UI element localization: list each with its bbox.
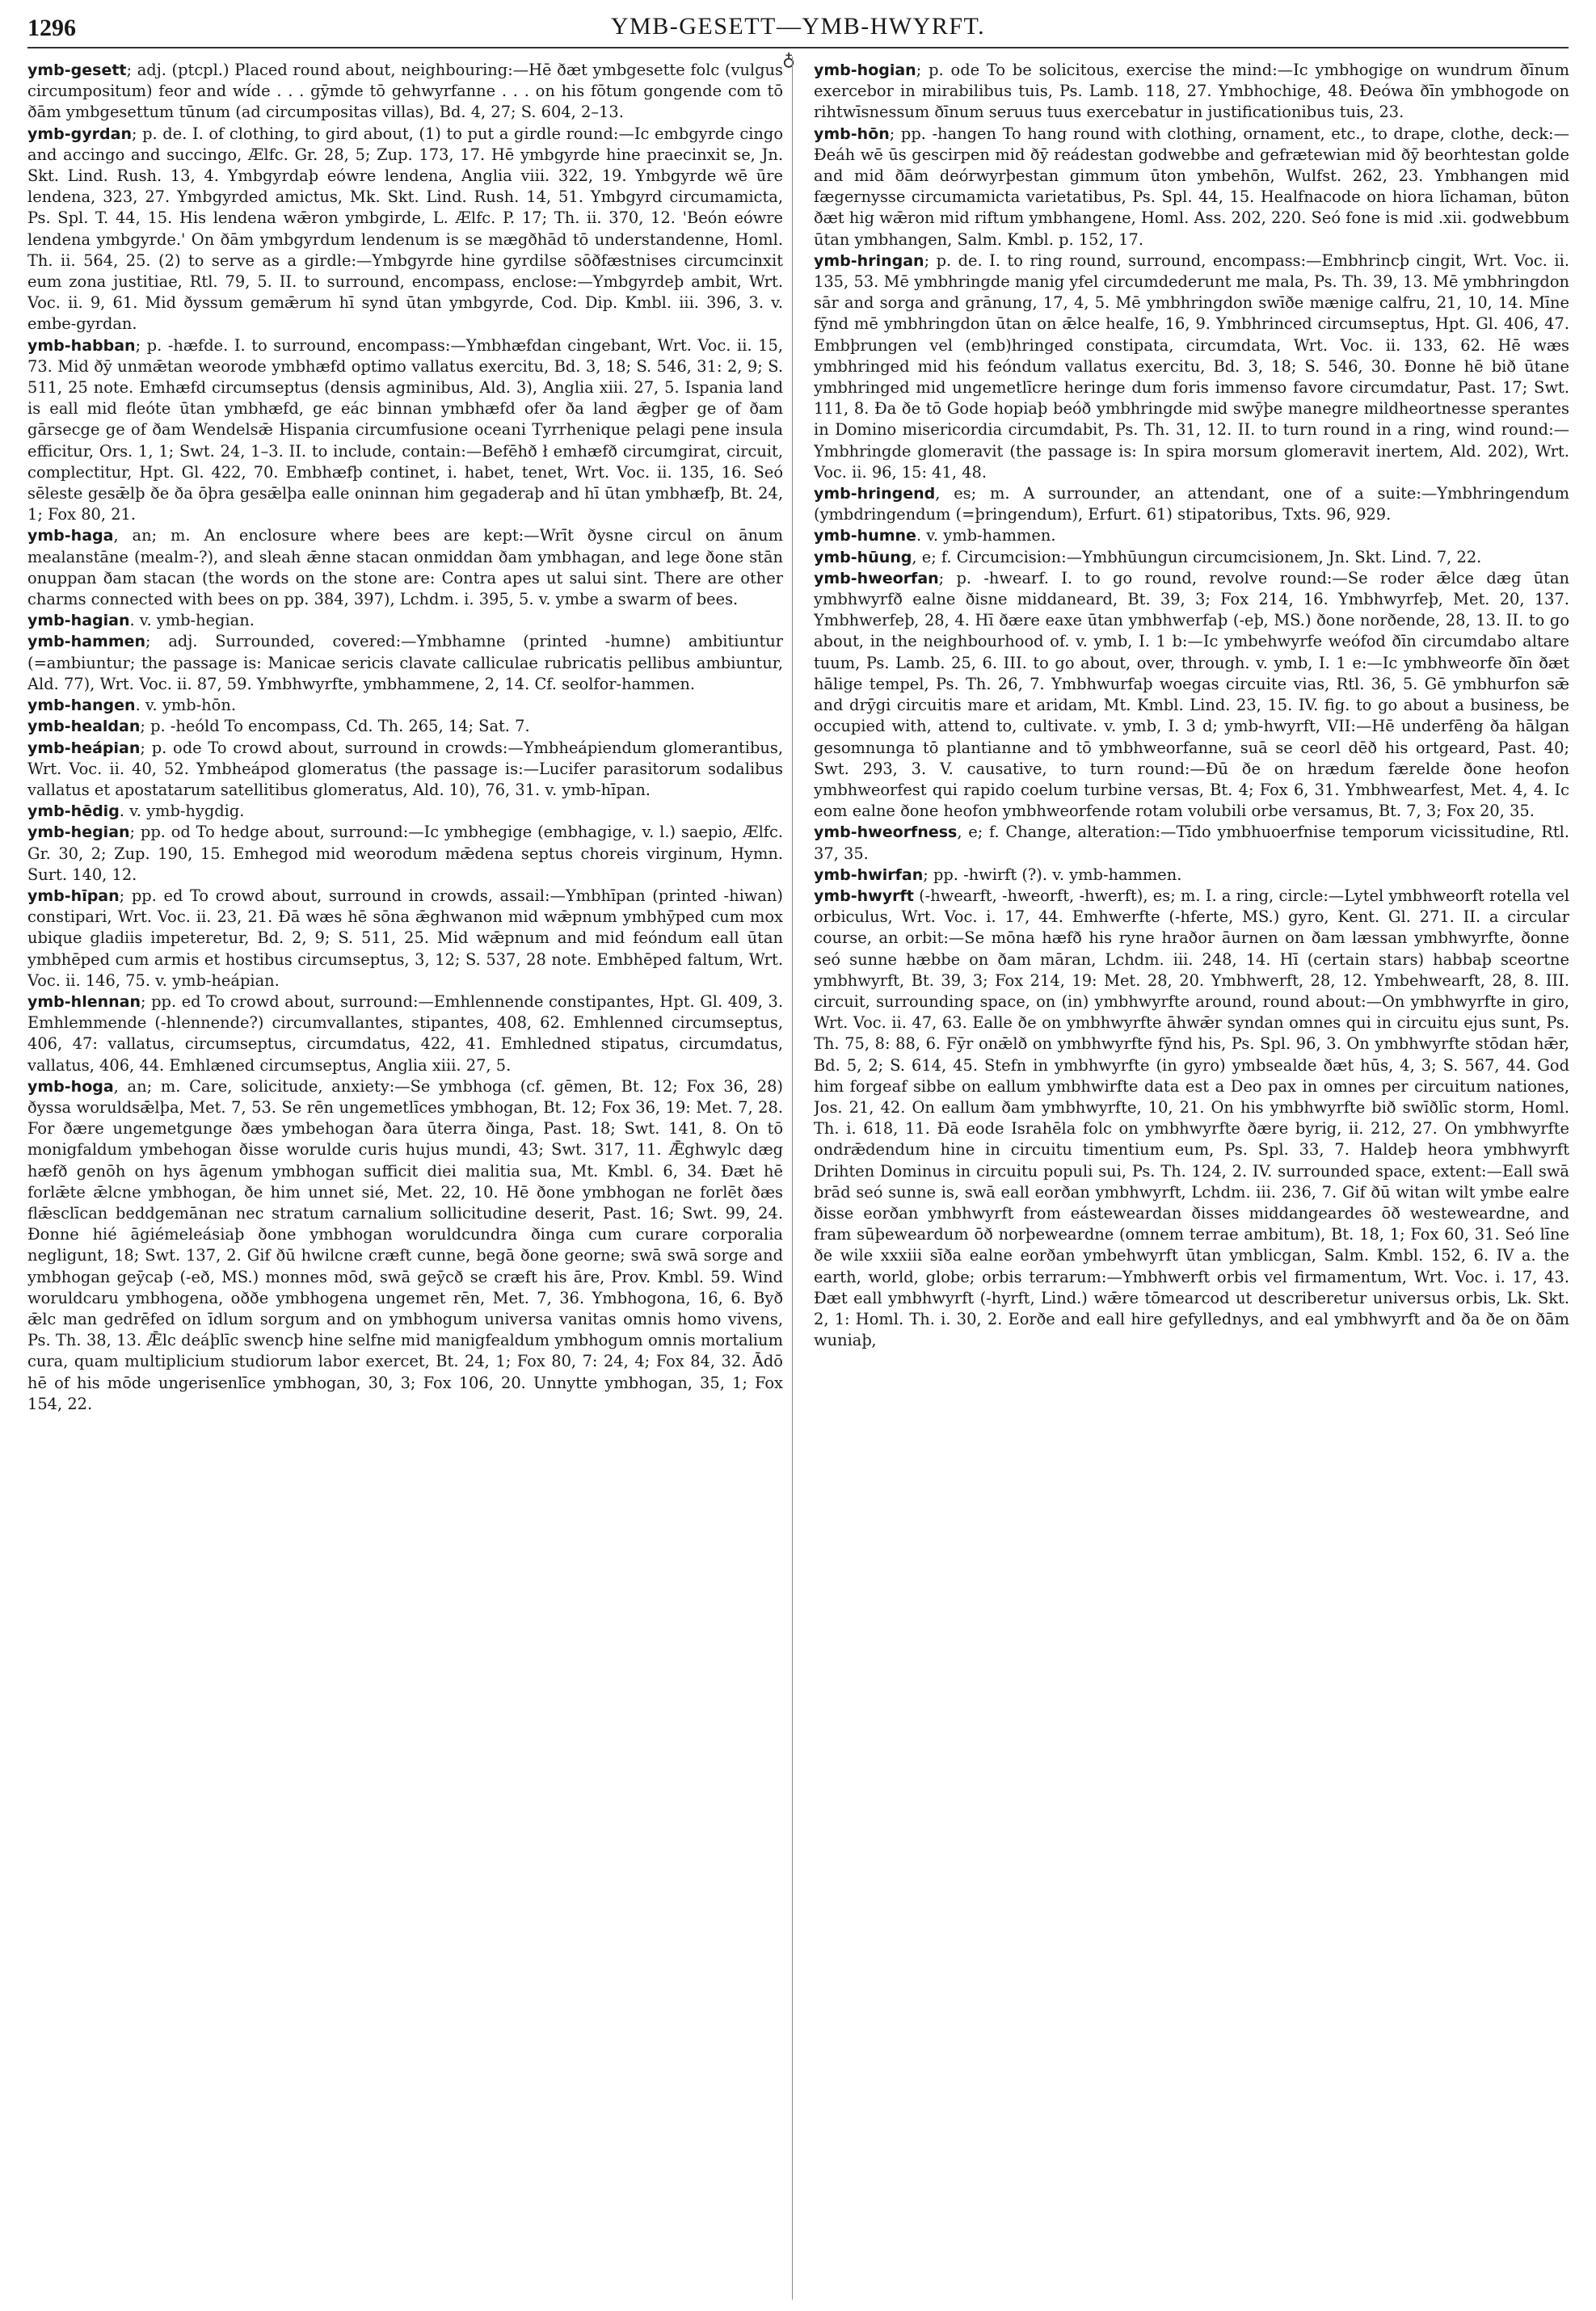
entry-text: . v. ymb-hōn.: [135, 696, 236, 715]
entry-headword: ymb-hēdig: [27, 802, 120, 821]
dictionary-entry: [27, 124, 783, 335]
dictionary-entry: [27, 801, 783, 822]
dictionary-entry: [27, 1076, 783, 1415]
entry-headword: ymb-hūung: [814, 548, 912, 566]
entry-headword: ymb-hwyrft: [814, 886, 914, 905]
dictionary-entry: [27, 610, 783, 631]
entry-headword: ymb-humne: [814, 527, 916, 545]
entry-headword: ymb-hangen: [27, 697, 136, 715]
entry-text: ; p. de. I. of clothing, to gird about, (1) to put a girdle round:—Ic embgyrde cingo and accingo and succingo, Ælfc. Gr. 28, 5; Zup. 173, 17. Hē ymbgyrde hine praecinxit se, Jn. Skt. Lind. Rush. 13, 4. Ymbgyrdaþ eówre lendena, Anglia viii. 322, 19. Ymbgyrde wē ūre lendena, 323, 27. Ymbgyrded amictus, Mk. Skt. Lind. Rush. 14, 51. Ymbgyrd circumamicta, Ps. Spl. T. 44, 15. His lendena wǣron ymbgirde, L. Ælfc. P. 17; Th. ii. 370, 12. 'Beón eówre lendena ymbgyrde.' On ðām ymbgyrdum lendenum is se mægðhād tō understandenne, Homl. Th. ii. 564, 25. (2) to serve as a girdle:—Ymbgyrde hine gyrdilse sōðfæstnises circumcinxit eum zona justitiae, Rtl. 79, 5. II. to surround, encompass, enclose:—Ymbgyrdeþ ambit, Wrt. Voc. ii. 9, 61. Mid ðyssum gemǣrum hī synd ūtan ymbgyrde, Cod. Dip. Kmbl. iii. 396, 3. v. embe-gyrdan.: [27, 124, 783, 334]
dictionary-entry: [814, 568, 1569, 822]
entry-text: ; p. de. I. to ring round, surround, encompass:—Embhrincþ cingit, Wrt. Voc. ii. 135, 53. Mē ymbhringde manig yfel circumdederunt me mala, Ps. Th. 39, 13. Mē ymbhringdon sār and sorga and grānung, 17, 4, 5. Mē ymbhringdon swīðe mænige calfru, 21, 10, 14. Mīne fȳnd mē ymbhringdon ūtan on ǣlce healfe, 16, 9. Ymbhrinced circumseptus, Hpt. Gl. 406, 47. Embþrungen vel (emb)hringed constipata, circumdata, Wrt. Voc. ii. 133, 62. Hē wæs ymbhringed mid his feóndum vallatus exercitu, Bd. 3, 18; S. 546, 30. Ðonne hē bið ūtane ymbhringed mid ungemetlīcre heringe dum foris immenso favore circumdatur, Past. 17; Swt. 111, 8. Ða ðe tō Gode hopiaþ beóð ymbhringde mid swȳþe manegre mildheortnesse sperantes in Domino misericordia circumdabit, Ps. Th. 31, 12. II. to turn round in a ring, wind round:—Ymbhringde glomeravit (the passage is: In spira morsum glomeravit inertem, Ald. 202), Wrt. Voc. ii. 96, 15: 41, 48.: [814, 250, 1569, 482]
dictionary-entry: [814, 886, 1569, 1351]
entry-text: , e; f. Change, alteration:—Tīdo ymbhuoerfnise temporum vicissitudine, Rtl. 37, 35.: [814, 823, 1569, 863]
entry-text: , e; f. Circumcision:—Ymbhūungun circumcisionem, Jn. Skt. Lind. 7, 22.: [912, 547, 1482, 566]
entry-text: ; p. -heóld To encompass, Cd. Th. 265, 14; Sat. 7.: [140, 717, 530, 736]
entry-text: ; pp. od To hedge about, surround:—Ic ymbhegige (embhagige, v. l.) saepio, Ælfc. Gr. 30, 2; Zup. 190, 15. Emhegod mid weorodum mǣdena septus choreis virginum, Hymn. Surt. 140, 12.: [27, 823, 783, 884]
entry-text: (-hwearft, -hweorft, -hwerft), es; m. I. a ring, circle:—Lytel ymbhweorft rotella vel orbiculus, Wrt. Voc. i. 17, 44. Emhwerfte (-hferte, MS.) gyro, Kent. Gl. 271. II. a circular course, an orbit:—Se mōna hæfð his ryne hraðor āurnen on ðam læssan ymbhwyrfte, ðonne seó sunne hæbbe on ðam māran, Lchdm. iii. 248, 14. Hī (certain stars) habbaþ sceortne ymbhwyrft, Bt. 39, 3; Fox 214, 19: Met. 28, 20. Ymbhwerft, 28, 12. Ymbehwearft, 28, 8. III. circuit, surrounding space, on (in) ymbhwyrfte around, round about:—On ymbhwyrfte in giro, Wrt. Voc. ii. 47, 63. Ealle ðe on ymbhwyrfte āhwǣr syndan omnes qui in circuitu ejus sunt, Ps. Th. 75, 8: 88, 6. Fȳr onǣlð on ymbhwyrfte fȳnd his, Ps. Spl. 96, 3. On ymbhwyrfte stōdan hǣr, Bd. 5, 2; S. 614, 45. Stefn in ymbhwyrfte (in gyro) ymbsealde ðæt hūs, 4, 3; S. 567, 44. God him forgeaf sibbe on eallum ymbhwirfte data est a Deo pax in omnes per circuitum nationes, Jos. 21, 42. On eallum ðam ymbhwyrfte, 10, 21. On his ymbhwyrfte bið swīðlīc storm, Homl. Th. i. 618, 11. Ðā eode Israhēla folc on ymbhwyrfte ðære byrig, ii. 212, 27. On ymbhwyrfte ondrǣdendum hine in circuitu timentium eum, Ps. Spl. 33, 7. Haldeþ heora ymbhwyrft Drihten Dominus in circuitu populi sui, Ps. Th. 124, 2. IV. surrounded space, extent:—Eall swā brād seó sunne is, swā eall eorðan ymbhwyrft, Lchdm. iii. 236, 7. Gif ðū witan wilt ymbe ealre ðisse eorðan ymbhwyrft from eásteweardan ðisses middangeardes ōð westeweardne, and fram sūþeweardum ōð norþeweardne (omnem terrae ambitum), Bt. 18, 1; Fox 60, 31. Seó līne ðe wile xxxiii sīða ealne eorðan ymbehwyrft ūtan ymblicgan, Salm. Kmbl. 152, 6. IV a. the earth, world, globe; orbis terrarum:—Ymbhwerft orbis vel firmamentum, Wrt. Voc. i. 17, 43. Ðæt eall ymbhwyrft (-hyrft, Lind.) wǣre tōmearcod ut describeretur universus orbis, Lk. Skt. 2, 1: Homl. Th. i. 30, 2. Eorðe and eall hire gefyllednys, and eal ymbhwyrft and ða ðe on ðām wuniaþ,: [814, 886, 1569, 1350]
dictionary-entry: [814, 865, 1569, 886]
entry-headword: ymb-hoga: [27, 1077, 114, 1096]
entry-text: . v. ymb-hegian.: [129, 611, 255, 630]
column-ornament-icon: ♁: [782, 50, 796, 70]
dictionary-entry: [27, 716, 783, 737]
entry-text: , an; m. An enclosure where bees are kept:—Wrīt ðysne circul on ānum mealanstāne (mealm-?), and sleah ǣnne stacan onmiddan ðam ymbhagan, and lege ðone stān onuppan ðam stacan (the words on the stone are: Contra apes ut salui sint. There are other charms connected with bees on pp. 384, 397), Lchdm. i. 395, 5. v. ymbe a swarm of bees.: [27, 526, 783, 609]
entry-headword: ymb-hlennan: [27, 992, 141, 1011]
entry-text: . v. ymb-hygdig.: [119, 802, 245, 821]
dictionary-entry: [27, 822, 783, 886]
dictionary-entry: [814, 483, 1569, 525]
entry-headword: ymb-hōn: [814, 124, 890, 143]
entry-headword: ymb-hammen: [27, 633, 146, 651]
dictionary-entry: [27, 60, 783, 124]
header-rule: [27, 47, 1569, 48]
dictionary-entry: [814, 525, 1569, 546]
column-divider: [792, 57, 793, 2300]
dictionary-entry: [27, 525, 783, 610]
dictionary-entry: [814, 547, 1569, 568]
entry-headword: ymb-habban: [27, 336, 136, 355]
dictionary-entry: [27, 335, 783, 526]
dictionary-entry: [27, 695, 783, 716]
dictionary-entry: [27, 991, 783, 1076]
entry-headword: ymb-gesett: [27, 61, 127, 79]
running-head: YMB-GESETT—YMB-HWYRFT.: [610, 13, 986, 40]
entry-text: , es; m. A surrounder, an attendant, one of a suite:—Ymbhringendum (ymbdringendum (=þringendum), Erfurt. 61) stipatoribus, Txts. 96, 929.: [814, 484, 1569, 524]
entry-headword: ymb-hogian: [814, 61, 916, 79]
entry-text: ; adj. Surrounded, covered:—Ymbhamne (printed -humne) ambitiuntur (=ambiuntur; the passage is: Manicae sericis clavate calliculae rubricatis pellibus ambiuntur, Ald. 77), Wrt. Voc. ii. 87, 59. Ymbhwyrfte, ymbhammene, 2, 14. Cf. seolfor-hammen.: [27, 632, 783, 693]
entry-headword: ymb-hringend: [814, 485, 936, 503]
entry-headword: ymb-hweorfness: [814, 823, 958, 842]
entry-headword: ymb-gyrdan: [27, 124, 132, 143]
entry-headword: ymb-hweorfan: [814, 569, 939, 587]
entry-headword: ymb-healdan: [27, 718, 141, 736]
entry-headword: ymb-hīpan: [27, 886, 120, 905]
entry-text: ; p. -hæfde. I. to surround, encompass:—Ymbhæfdan cingebant, Wrt. Voc. ii. 15, 73. Mid ðȳ unmǣtan weorode ymbhæfd optimo vallatus exercitu, Bd. 3, 18; S. 546, 31: 2, 9; S. 511, 25 note. Emhæfd circumseptus (densis agminibus, Ald. 3), Anglia xiii. 27, 5. Ispania land is eall mid fleóte ūtan ymbhæfd, ge eác binnan ymbhæfd ofer ða land ǣgþer ge of ðam gārsecge ge of ðam Wendelsǣ Hispania circumfusione oceani Tyrrhenique pelagi pene insula efficitur, Ors. 1, 1; Swt. 24, 1–3. II. to include, contain:—Befēhð ł emhæfð circumgirat, circuit, complectitur, Hpt. Gl. 422, 70. Embhæfþ continet, i. habet, tenet, Wrt. Voc. ii. 135, 16. Seó sēleste gesǣlþ ðe ða ōþra gesǣlþa ealle oninnan him gegaderaþ and hī ūtan ymbhæfþ, Bt. 24, 1; Fox 80, 21.: [27, 335, 783, 524]
entry-text: ; adj. (ptcpl.) Placed round about, neighbouring:—Hē ðæt ymbgesette folc (vulgus circumpositum) feor and wíde . . . gȳmde tō gehwyrfanne . . . on his fōtum gongende com tō ðām ymbgesettum tūnum (ad circumpositas villas), Bd. 4, 27; S. 604, 2–13.: [27, 61, 783, 122]
entry-text: . v. ymb-hammen.: [916, 526, 1056, 545]
entry-headword: ymb-heápian: [27, 739, 141, 757]
entry-headword: ymb-hagian: [27, 612, 130, 630]
dictionary-entry: [27, 738, 783, 802]
dictionary-entry: [814, 124, 1569, 250]
entry-headword: ymb-haga: [27, 527, 114, 545]
entry-text: ; pp. -hangen To hang round with clothing, ornament, etc., to drape, clothe, deck:—Ðeáh wē ūs gescirpen mid ðȳ reádestan godwebbe and gefrætewian mid ðȳ beorhtestan golde and mid ðām deórwyrþestan gimmum ūton ymbehōn, Wulfst. 262, 23. Ymbhangen mid fægernysse circumamicta varietatibus, Ps. Spl. 44, 15. Healfnacode on hiora līchaman, būton ðæt hig wǣron mid riftum ymbhangene, Homl. Ass. 202, 220. Seó fone is mid .xii. godwebbum ūtan ymbhangen, Salm. Kmbl. p. 152, 17.: [814, 124, 1569, 249]
entry-headword: ymb-hwirfan: [814, 865, 924, 884]
right-column: [814, 60, 1569, 2303]
entry-text: ; p. ode To crowd about, surround in crowds:—Ymbheápiendum glomerantibus, Wrt. Voc. ii. 40, 52. Ymbheápod glomeratus (the passage is:—Lucifer parasitorum sodalibus vallatus et apostatarum satellitibus glomeratus, Ald. 10), 76, 31. v. ymb-hīpan.: [27, 738, 783, 799]
entry-headword: ymb-hringan: [814, 251, 924, 270]
entry-text: ; pp. -hwirft (?). v. ymb-hammen.: [923, 865, 1182, 884]
entry-headword: ymb-hegian: [27, 823, 130, 842]
left-column: [27, 60, 783, 2303]
dictionary-entry: [27, 886, 783, 991]
entry-text: ; p. ode To be solicitous, exercise the mind:—Ic ymbhogige on wundrum ðīnum exercebor in mirabilibus tuis, Ps. Lamb. 118, 27. Ymbhochige, 48. Ðeówa ðīn ymbhogode on rihtwīsnessum ðīnum seruus tuus exercebatur in justificationibus tuis, 23.: [814, 61, 1569, 122]
dictionary-entry: [814, 60, 1569, 124]
entry-text: ; pp. ed To crowd about, surround in crowds, assail:—Ymbhīpan (printed -hiwan) constipari, Wrt. Voc. ii. 23, 21. Ðā wæs hē sōna ǣghwanon mid wǣpnum ymbhȳped cum mox ubique gladiis impeteretur, Bd. 2, 9; S. 511, 25. Mid wǣpnum and mid feóndum eall ūtan ymbhēped cum armis et hostibus circumseptus, 3, 12; S. 537, 28 note. Embhēped faltum, Wrt. Voc. ii. 146, 75. v. ymb-heápian.: [27, 886, 783, 990]
page-number: 1296: [27, 15, 76, 41]
dictionary-entry: [814, 250, 1569, 483]
entry-text: , an; m. Care, solicitude, anxiety:—Se ymbhoga (cf. gēmen, Bt. 12; Fox 36, 28) ðyssa woruldsǣlþa, Met. 7, 53. Se rēn ungemetlīces ymbhogan, Bt. 12; Fox 36, 19: Met. 7, 28. For ðære ungemetgunge ðæs ymbehogan ðara ūterra ðinga, Past. 18; Swt. 141, 8. On tō monigfaldum ymbehogan ðisse worulde curis hujus mundi, 43; Swt. 317, 11. Ǣghwylc dæg hæfð genōh on hys āgenum ymbhogan sufficit diei malitia sua, Mt. Kmbl. 6, 34. Ðæt hē forlǣte ǣlcne ymbhogan, ðe him unnet sié, Met. 22, 10. Hē ðone ymbhogan ne forlēt ðæs flǣsclīcan beddgemānan nec stratum carnalium sollicitudine deserit, Past. 16; Swt. 99, 24. Ðonne hié āgiémeleásiaþ ðone ymbhogan woruldcundra ðinga cum curare corporalia negligunt, 18; Swt. 137, 2. Gif ðū hwilcne cræft cunne, begā ðone georne; swā swā sorge and ymbhogan geȳcaþ (-eð, MS.) monnes mōd, swā geȳcð se cræft his āre, Prov. Kmbl. 59. Wind woruldcaru ymbhogena, oððe ymbhogena ungemet rēn, Met. 7, 36. Ymbhogona, 16, 6. Byð ǣlc man gedrēfed on īdlum sorgum and on ymbhogum universa vanitas omnis homo vivens, Ps. Th. 38, 13. Ǣlc deáþlīc swencþ hine selfne mid manigfealdum ymbhogum omnis mortalium cura, quam multiplicium studiorum labor exercet, Bt. 24, 1; Fox 80, 7: 24, 4; Fox 84, 32. Ādō hē of his mōde ungerisenlīce ymbhogan, 30, 3; Fox 106, 20. Unnytte ymbhogan, 35, 1; Fox 154, 22.: [27, 1076, 783, 1413]
dictionary-entry: [27, 631, 783, 695]
entry-text: ; pp. ed To crowd about, surround:—Emhlennende constipantes, Hpt. Gl. 409, 3. Emhlemmende (-hlennende?) circumvallantes, stipantes, 408, 62. Emhlenned circumseptus, 406, 47: vallatus, circumseptus, circumdatus, 422, 41. Emhledned stipatus, circumdatus, vallatus, 406, 44. Emhlæned circumseptus, Anglia xiii. 27, 5.: [27, 991, 783, 1075]
entry-text: ; p. -hwearf. I. to go round, revolve round:—Se roder ǣlce dæg ūtan ymbhwyrfð ealne ðisne middaneard, Bt. 39, 3; Fox 214, 16. Ymbhwyrfeþ, Met. 20, 137. Ymbhwerfeþ, 28, 4. Hī ðære eaxe ūtan ymbhwerfaþ (-eþ, MS.) ðone norðende, 28, 13. II. to go about, in the neighbourhood of. v. ymb, I. 1 b:—Ic ymbehwyrfe weófod ðīn circumdabo altare tuum, Ps. Lamb. 25, 6. III. to go about, over, through. v. ymb, I. 1 e:—Ic ymbhweorfe ðīn ðæt hālige tempel, Ps. Th. 26, 7. Ymbhwurfaþ woegas circuite vias, Rtl. 36, 5. Gē ymbhurfon sǣ and drȳgi circuitis mare et aridam, Mt. Kmbl. Lind. 23, 15. IV. fig. to go about a business, be occupied with, attend to, cultivate. v. ymb, I. 3 d; ymb-hwyrft, VII:—Hē underfēng ða hālgan gesomnunga tō plantianne and tō ymbhweorfanne, suā se ceorl dēð his ortgeard, Past. 40; Swt. 293, 3. V. causative, to turn round:—Ðū ðe on hrædum færelde ðone heofon ymbhweorfest qui rapido coelum turbine versas, Bt. 4; Fox 6, 31. Ymbhwearfest, Met. 4, 4. Ic eom ealne ðone heofon ymbhweorfende rotam volubili orbe versamus, Bt. 7, 3; Fox 20, 35.: [814, 568, 1569, 821]
dictionary-entry: [814, 822, 1569, 864]
